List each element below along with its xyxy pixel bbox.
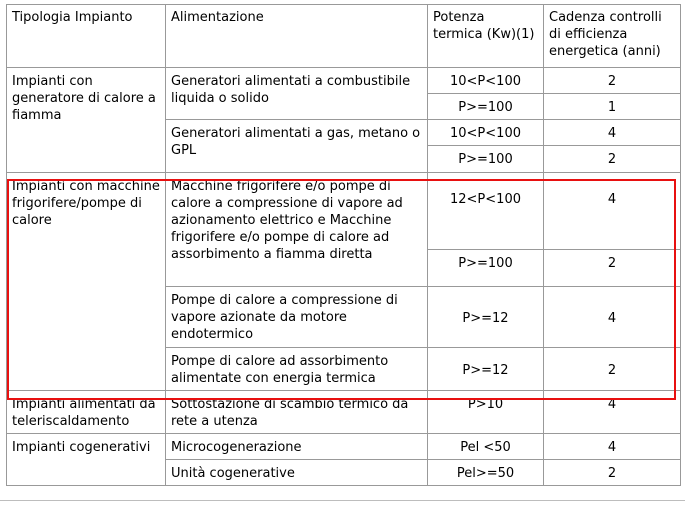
fuel-cell: Pompe di calore a compressione di vapore azionate da motore endotermico [166,287,428,348]
frequency-cell: 4 [544,391,681,434]
power-cell: 12<P<100 [428,173,544,250]
table-row [7,391,681,434]
fuel-cell: Generatori alimentati a gas, metano o GPL [166,120,428,173]
power-cell: P>=100 [428,94,544,120]
frequency-cell: 4 [544,287,681,348]
power-cell: P>=100 [428,250,544,287]
table-row [7,173,681,250]
frequency-cell: 2 [544,348,681,391]
frequency-cell: 2 [544,250,681,287]
power-cell: P>=12 [428,287,544,348]
header-row [7,5,681,68]
type-cell: Impianti con macchine frigorifere/pompe di calore [7,173,166,391]
power-cell: P>10 [428,391,544,434]
type-cell: Impianti con generatore di calore a fiamma [7,68,166,173]
frequency-cell: 4 [544,120,681,146]
header-potenza: Potenza termica (Kw)(1) [428,5,544,68]
power-cell: P>=12 [428,348,544,391]
fuel-cell: Sottostazione di scambio termico da rete a utenza [166,391,428,434]
fuel-cell: Macchine frigorifere e/o pompe di calore a compressione di vapore ad azionamento elettrico e Macchine frigorifere e/o pompe di calore ad assorbimento a fiamma diretta [166,173,428,287]
frequency-cell: 2 [544,68,681,94]
frequency-cell: 2 [544,146,681,173]
power-cell: 10<P<100 [428,68,544,94]
frequency-cell: 4 [544,434,681,460]
efficiency-check-table [6,4,681,486]
type-cell: Impianti alimentati da teleriscaldamento [7,391,166,434]
type-cell: Impianti cogenerativi [7,434,166,486]
power-cell: P>=100 [428,146,544,173]
frequency-cell: 4 [544,173,681,250]
power-cell: Pel>=50 [428,460,544,486]
power-cell: 10<P<100 [428,120,544,146]
header-cadenza: Cadenza controlli di efficienza energetica (anni) [544,5,681,68]
power-cell: Pel <50 [428,434,544,460]
fuel-cell: Microcogenerazione [166,434,428,460]
table-row [7,68,681,94]
fuel-cell: Pompe di calore ad assorbimento alimentate con energia termica [166,348,428,391]
page-bottom-divider [0,500,685,501]
header-tipologia: Tipologia Impianto [7,5,166,68]
fuel-cell: Generatori alimentati a combustibile liquida o solido [166,68,428,120]
fuel-cell: Unità cogenerative [166,460,428,486]
frequency-cell: 1 [544,94,681,120]
header-alimentazione: Alimentazione [166,5,428,68]
frequency-cell: 2 [544,460,681,486]
table-row [7,434,681,460]
